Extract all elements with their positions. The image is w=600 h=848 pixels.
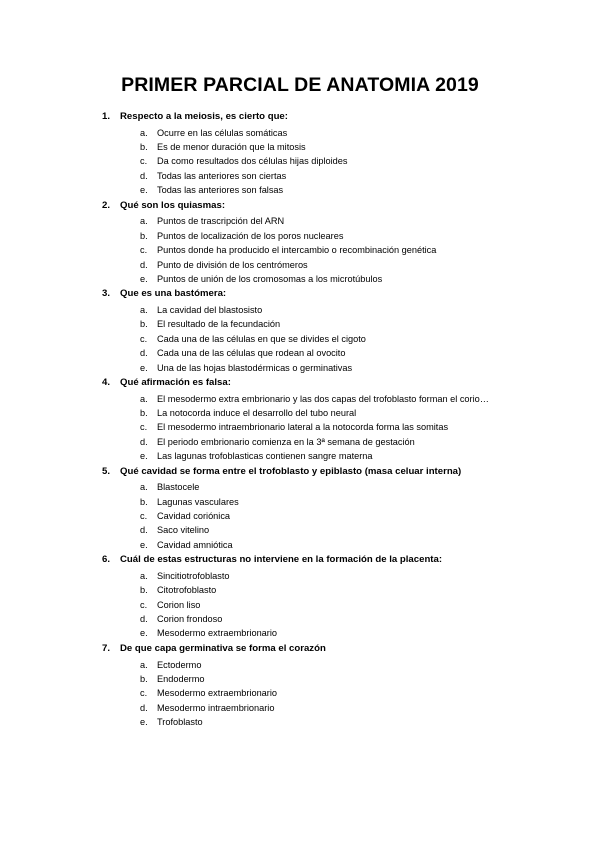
question-text: Qué afirmación es falsa: [120,376,231,388]
answer-option [102,538,572,552]
option-letter: e. [140,362,148,373]
answer-option [102,569,572,583]
answer-option [102,392,572,406]
option-list [102,480,572,552]
option-text: El resultado de la fecundación [157,319,281,330]
option-text: Saco vitelino [157,525,210,536]
question-text: Cuál de estas estructuras no interviene en la formación de la placenta: [120,554,443,566]
question-text: Qué cavidad se forma entre el trofoblasto y epiblasto (masa celuar interna) [120,465,462,477]
option-letter: d. [140,170,148,181]
question-heading [102,198,572,213]
answer-option [102,435,572,449]
question-heading [102,464,572,479]
option-text: Mesodermo extraembrionario [157,628,277,639]
option-text: Mesodermo intraembrionario [157,702,275,713]
option-list [102,214,572,286]
answer-option [102,183,572,197]
option-letter: d. [140,614,148,625]
option-letter: e. [140,539,148,550]
question-1 [102,109,572,198]
answer-option [102,332,572,346]
question-text: De que capa germinativa se forma el corazón [120,642,326,654]
option-text: La notocorda induce el desarrollo del tubo neural [157,408,357,418]
answer-option [102,701,572,715]
option-list [102,392,572,464]
option-letter: e. [140,451,148,462]
option-letter: e. [140,185,148,196]
question-number: 7. [102,642,111,654]
question-6 [102,552,572,641]
option-text: Es de menor duración que la mitosis [157,142,306,153]
option-text: Cada una de las células que rodean al ovocito [157,348,346,359]
option-text: Citotrofoblasto [157,585,217,596]
option-text: Punto de división de los centrómeros [157,259,308,270]
option-text: Corion liso [157,599,201,610]
question-5 [102,464,572,553]
question-number: 4. [102,376,111,388]
option-text: Endodermo [157,673,205,684]
option-letter: a. [140,570,148,581]
option-list [102,569,572,641]
answer-option [102,361,572,375]
option-text: Cavidad amniótica [157,539,233,550]
answer-option [102,420,572,434]
answer-option [102,449,572,463]
option-letter: b. [140,496,148,507]
option-letter: b. [140,319,148,330]
option-text: Las lagunas trofoblasticas contienen sangre materna [157,451,373,462]
option-text: Da como resultados dos células hijas diploides [157,156,348,167]
option-letter: d. [140,436,148,447]
option-text: La cavidad del blastosisto [157,304,263,315]
option-text: El mesodermo extra embrionario y las dos capas del trofoblasto forman el corio… [157,393,489,404]
question-4 [102,375,572,464]
answer-option [102,523,572,537]
option-text: Corion frondoso [157,614,223,625]
answer-option [102,272,572,286]
question-number: 1. [102,111,111,122]
question-number: 3. [102,288,111,300]
question-3 [102,286,572,375]
option-text: El periodo embrionario comienza en la 3ª semana de gestación [157,436,415,447]
question-number: 6. [102,554,111,566]
answer-option [102,509,572,523]
option-letter: d. [140,348,148,359]
question-number: 2. [102,199,111,211]
option-text: Todas las anteriores son ciertas [157,170,287,181]
option-letter: b. [140,408,148,418]
answer-option [102,243,572,257]
answer-option [102,258,572,272]
option-letter: c. [140,156,148,167]
answer-option [102,154,572,168]
question-heading [102,286,572,301]
question-text: Respecto a la meiosis, es cierto que: [120,111,288,122]
option-letter: b. [140,142,148,153]
option-letter: b. [140,230,148,241]
answer-option [102,214,572,228]
answer-option [102,346,572,360]
option-letter: e. [140,273,148,284]
option-letter: a. [140,216,148,227]
answer-option [102,303,572,317]
answer-option [102,715,572,729]
question-heading [102,109,572,124]
option-text: Ectodermo [157,659,202,670]
answer-option [102,672,572,686]
question-2 [102,198,572,287]
option-list [102,658,572,730]
option-letter: c. [140,245,148,256]
option-text: Cavidad coriónica [157,511,231,522]
question-list [102,109,572,729]
answer-option [102,406,572,420]
answer-option [102,612,572,626]
answer-option [102,126,572,140]
answer-option [102,598,572,612]
question-number: 5. [102,465,111,477]
question-heading [102,641,572,656]
question-heading [102,375,572,390]
option-letter: d. [140,702,148,713]
option-text: Lagunas vasculares [157,496,239,507]
answer-option [102,140,572,154]
answer-option [102,583,572,597]
option-letter: c. [140,511,148,522]
page-title: PRIMER PARCIAL DE ANATOMIA 2019 [121,74,479,96]
answer-option [102,626,572,640]
option-text: Mesodermo extraembrionario [157,688,277,699]
option-text: Ocurre en las células somáticas [157,127,288,138]
option-letter: b. [140,673,148,684]
option-text: Sincitiotrofoblasto [157,570,230,581]
option-letter: a. [140,482,148,493]
option-letter: d. [140,259,148,270]
option-text: Todas las anteriores son falsas [157,185,284,196]
answer-option [102,495,572,509]
option-text: Puntos de localización de los poros nucleares [157,230,344,241]
answer-option [102,480,572,494]
option-letter: a. [140,127,148,138]
option-text: Trofoblasto [157,717,203,728]
option-text: Puntos donde ha producido el intercambio o recombinación genética [157,245,437,256]
option-text: Puntos de trascripción del ARN [157,216,285,227]
answer-option [102,686,572,700]
option-letter: c. [140,333,148,344]
option-letter: e. [140,628,148,639]
option-text: Puntos de unión de los cromosomas a los microtúbulos [157,273,383,284]
answer-option [102,229,572,243]
option-letter: c. [140,688,148,699]
option-letter: c. [140,599,148,610]
option-text: Cada una de las células en que se divides el cigoto [157,333,366,344]
option-letter: d. [140,525,148,536]
option-letter: a. [140,659,148,670]
question-text: Qué son los quiasmas: [120,199,226,211]
option-letter: c. [140,422,148,433]
option-list [102,126,572,198]
option-text: El mesodermo intraembrionario lateral a la notocorda forma las somitas [157,422,449,433]
option-letter: e. [140,717,148,728]
answer-option [102,658,572,672]
question-heading [102,552,572,567]
option-letter: a. [140,393,148,404]
option-letter: b. [140,585,148,596]
option-text: Una de las hojas blastodérmicas o germinativas [157,362,353,373]
option-list [102,303,572,375]
answer-option [102,169,572,183]
option-text: Blastocele [157,482,200,493]
question-text: Que es una bastómera: [120,288,227,300]
option-letter: a. [140,304,148,315]
question-7 [102,641,572,730]
answer-option [102,317,572,331]
